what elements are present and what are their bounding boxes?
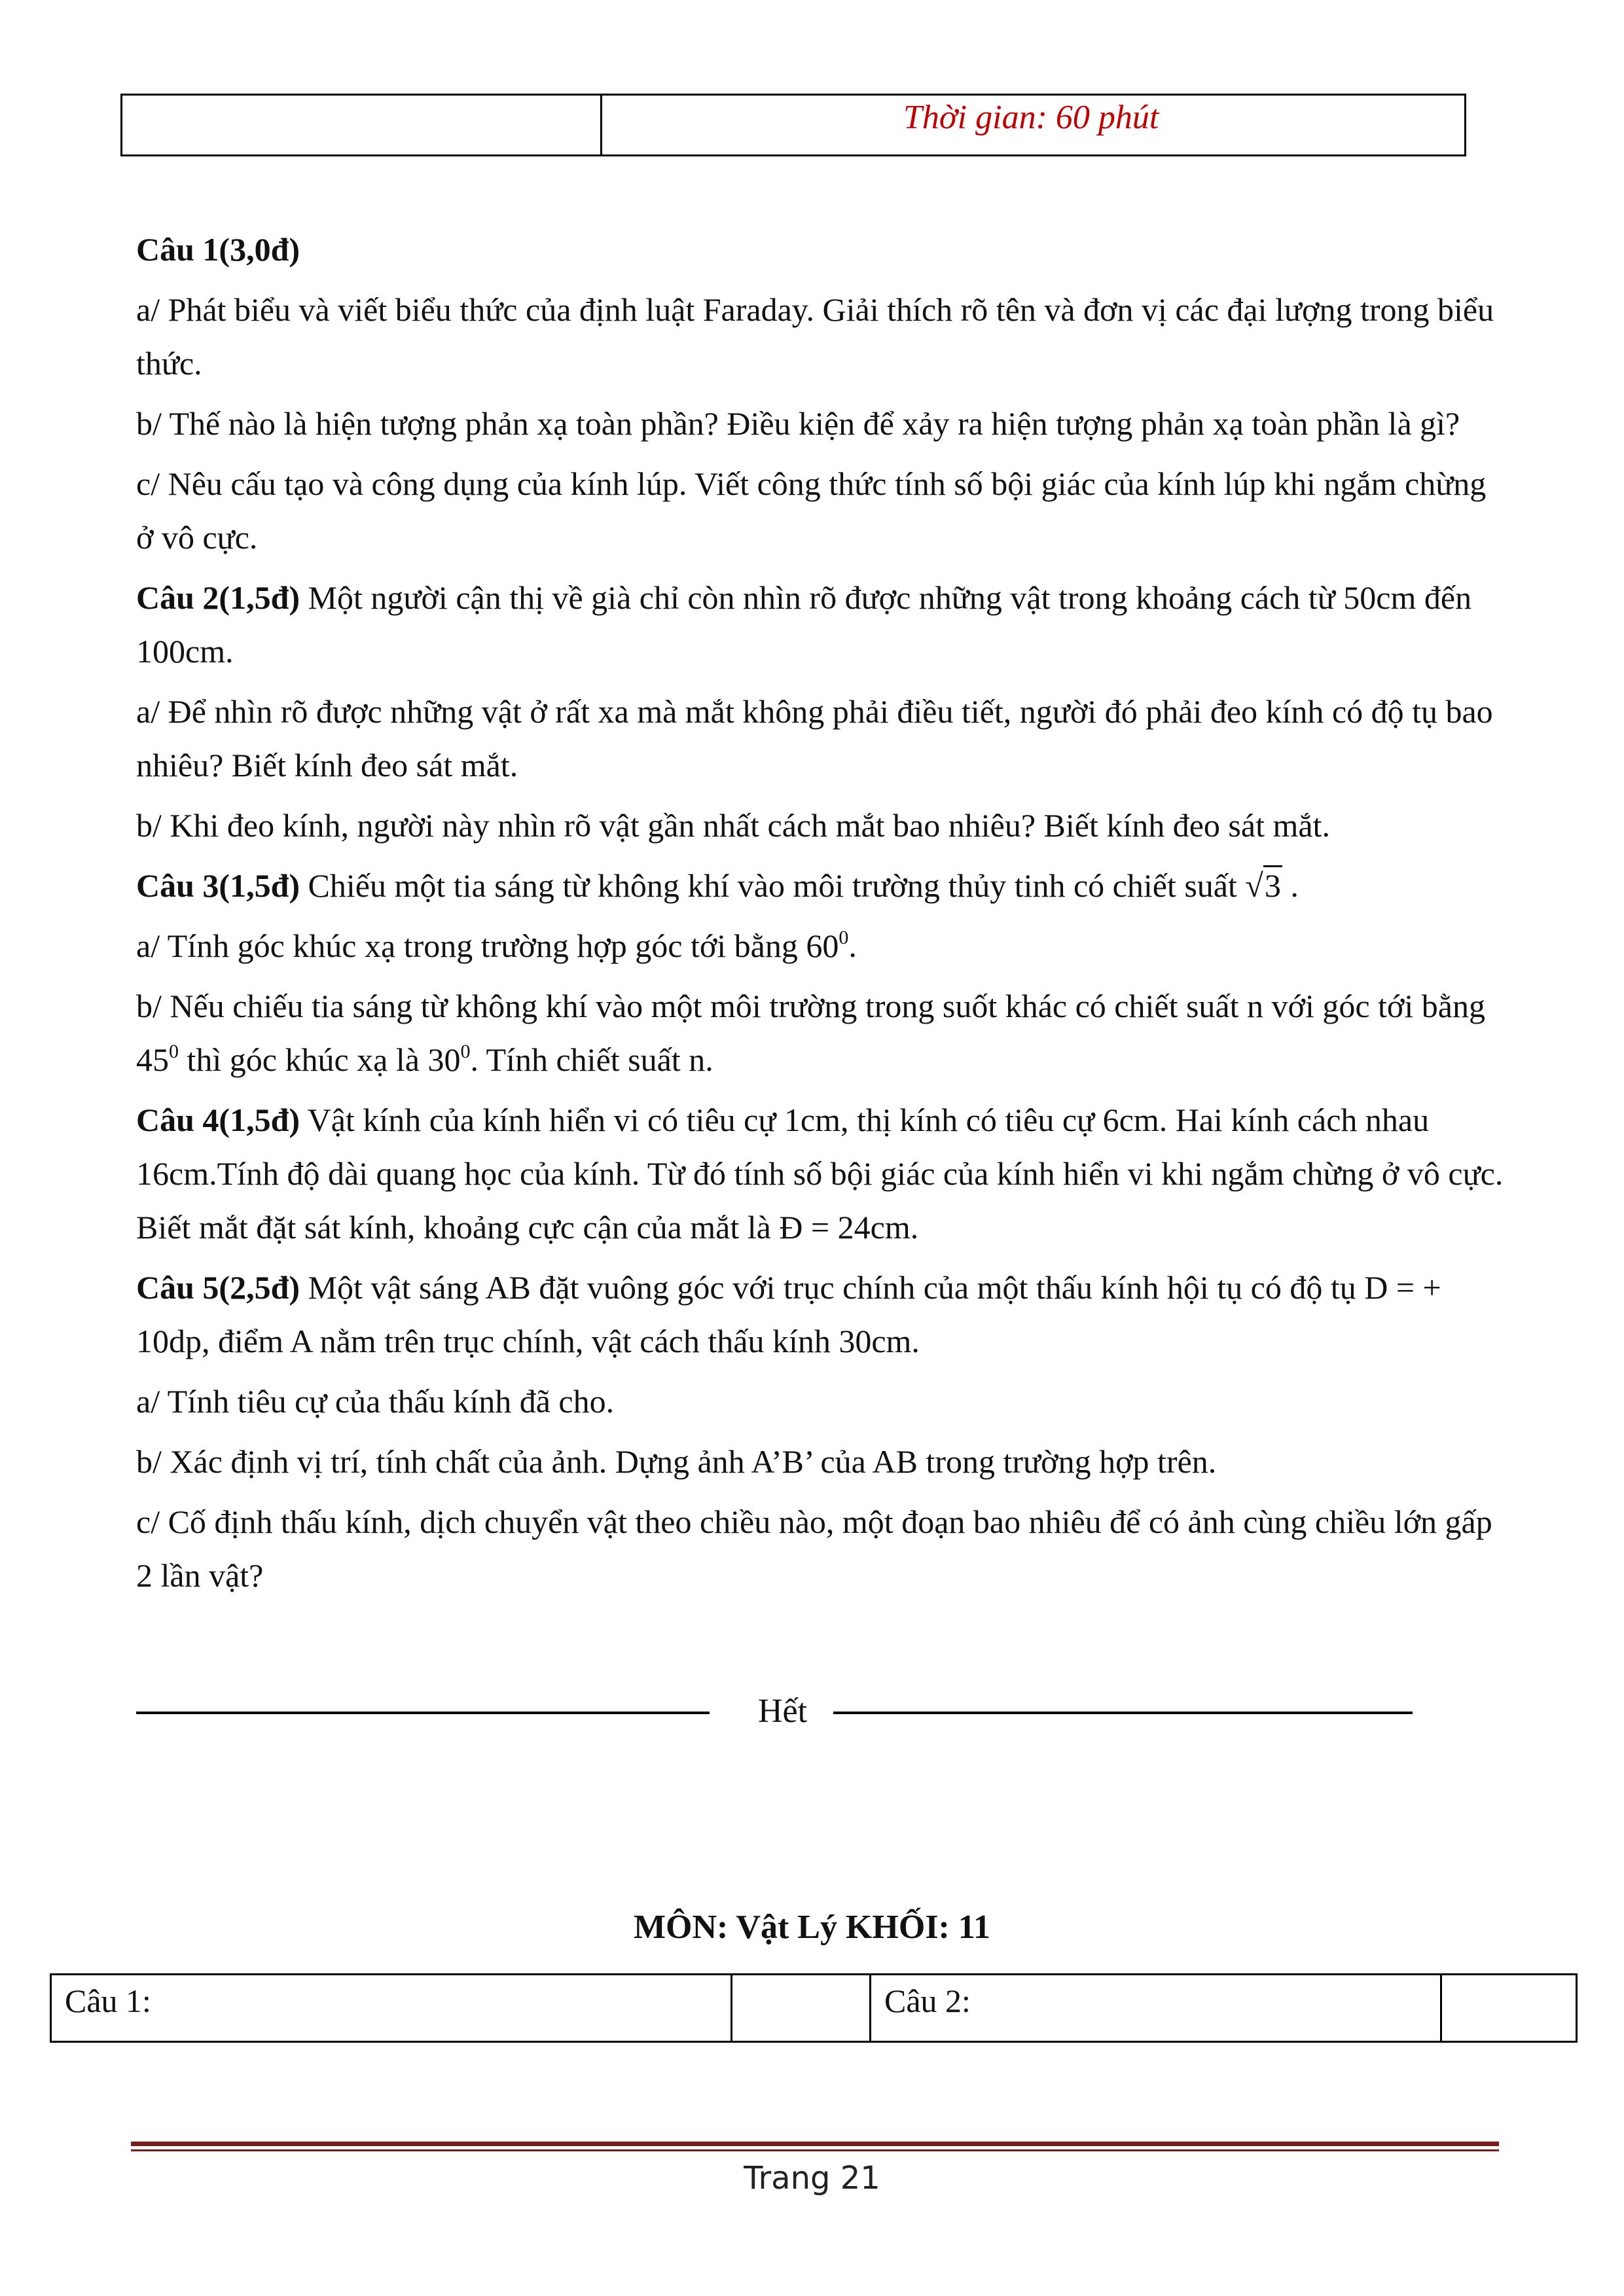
q3-title: Câu 3(1,5đ) xyxy=(136,867,300,904)
q5-title: Câu 5(2,5đ) xyxy=(136,1269,300,1306)
q3-b-text-3: . Tính chiết suất n. xyxy=(470,1041,713,1078)
q3-a-text: a/ Tính góc khúc xạ trong trường hợp góc tới bằng 60 xyxy=(136,927,839,964)
q1-part-a: a/ Phát biểu và viết biểu thức của định luật Faraday. Giải thích rõ tên và đơn vị các đại lượng trong biểu thức. xyxy=(136,291,1494,382)
degree-sup: 0 xyxy=(839,927,849,949)
q2-title: Câu 2(1,5đ) xyxy=(136,579,300,616)
q1-title: Câu 1(3,0đ) xyxy=(136,231,300,268)
exam-questions xyxy=(136,223,1511,1609)
q3-part-a xyxy=(136,919,1511,973)
answer-cell-q2: Câu 2: xyxy=(871,1975,1442,2041)
q2-stem-text: Một người cận thị về già chỉ còn nhìn rõ được những vật trong khoảng cách từ 50cm đến 100cm. xyxy=(136,579,1472,670)
sqrt-radicand: 3 xyxy=(1263,865,1282,904)
q5-part-b: b/ Xác định vị trí, tính chất của ảnh. Dựng ảnh A’B’ của AB trong trường hợp trên. xyxy=(136,1443,1217,1480)
sqrt-expression xyxy=(1245,859,1282,912)
q5-part-c: c/ Cố định thấu kính, dịch chuyển vật theo chiều nào, một đoạn bao nhiêu để có ảnh cùng chiều lớn gấp 2 lần vật? xyxy=(136,1503,1492,1594)
q4-stem xyxy=(136,1093,1511,1254)
q3-stem-text: Chiếu một tia sáng từ không khí vào môi trường thủy tinh có chiết suất xyxy=(300,867,1246,904)
q2-part-a: a/ Để nhìn rõ được những vật ở rất xa mà mắt không phải điều tiết, người đó phải đeo kính có độ tụ bao nhiêu? Biết kính đeo sát mắt. xyxy=(136,693,1493,783)
q2-part-b: b/ Khi đeo kính, người này nhìn rõ vật gần nhất cách mắt bao nhiêu? Biết kính đeo sát mắt. xyxy=(136,807,1330,844)
q1-part-c: c/ Nêu cấu tạo và công dụng của kính lúp. Viết công thức tính số bội giác của kính lúp khi ngắm chừng ở vô cực. xyxy=(136,465,1487,556)
q5-stem xyxy=(136,1261,1511,1368)
answer-heading: MÔN: Vật Lý KHỐI: 11 xyxy=(633,1909,991,1946)
answer-cell-score-1 xyxy=(732,1975,871,2041)
page-number: Trang 21 xyxy=(744,2160,880,2197)
sqrt-sign: √ xyxy=(1245,867,1263,904)
answer-table xyxy=(50,1973,1578,2043)
footer-rule-thin xyxy=(131,2149,1499,2151)
header-cell-right xyxy=(602,96,1464,154)
q3-b-text-1: b/ Nếu chiếu tia sáng từ không khí vào một môi trường trong suốt khác có chiết suất n với góc tới bằng 45 xyxy=(136,988,1485,1078)
header-table xyxy=(120,94,1466,156)
answer-cell-q1: Câu 1: xyxy=(52,1975,732,2041)
footer-rule-thick xyxy=(131,2142,1499,2146)
q4-title: Câu 4(1,5đ) xyxy=(136,1102,300,1138)
q3-b-text-2: thì góc khúc xạ là 30 xyxy=(179,1041,461,1078)
q5-part-a: a/ Tính tiêu cự của thấu kính đã cho. xyxy=(136,1383,615,1420)
degree-sup: 0 xyxy=(460,1041,471,1063)
divider-line-right xyxy=(833,1712,1413,1714)
degree-sup: 0 xyxy=(169,1041,179,1063)
q3-a-end: . xyxy=(848,927,857,964)
q2-stem xyxy=(136,571,1511,678)
q4-stem-text: Vật kính của kính hiển vi có tiêu cự 1cm, thị kính có tiêu cự 6cm. Hai kính cách nhau 16cm.Tính độ dài quang học của kính. Từ đó tính số bội giác của kính hiển vi khi ngắm chừng ở vô cực. Biết mắt đặt sát kính, khoảng cực cận của mắt là Đ = 24cm. xyxy=(136,1102,1504,1246)
answer-cell-score-2 xyxy=(1442,1975,1576,2041)
header-cell-left xyxy=(122,96,602,154)
divider-line-left xyxy=(136,1712,710,1714)
q5-stem-text: Một vật sáng AB đặt vuông góc với trục chính của một thấu kính hội tụ có độ tụ D = + 10dp, điểm A nằm trên trục chính, vật cách thấu kính 30cm. xyxy=(136,1269,1441,1359)
q1-part-b: b/ Thế nào là hiện tượng phản xạ toàn phần? Điều kiện để xảy ra hiện tượng phản xạ toàn phần là gì? xyxy=(136,405,1460,442)
end-text: Hết xyxy=(758,1693,808,1730)
q3-stem xyxy=(136,859,1511,912)
q3-stem-end: . xyxy=(1282,867,1299,904)
q3-part-b xyxy=(136,979,1511,1086)
end-divider xyxy=(136,1692,1413,1744)
exam-time: Thời gian: 60 phút xyxy=(903,99,1159,136)
